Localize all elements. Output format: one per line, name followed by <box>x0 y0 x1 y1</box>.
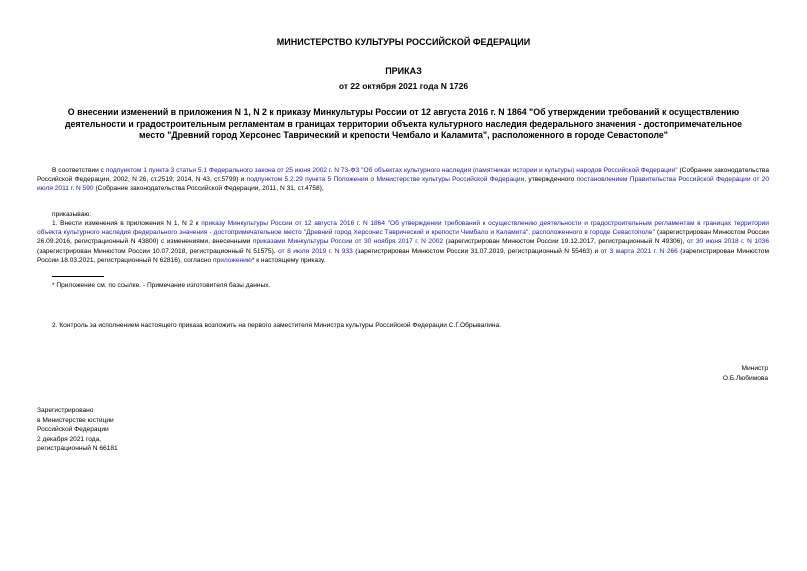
ministry-name: МИНИСТЕРСТВО КУЛЬТУРЫ РОССИЙСКОЙ ФЕДЕРАЦИИ <box>276 37 531 47</box>
intro-text-4: (Собрание законодательства Российской Федерации, 2011, N 31, ст.4758), <box>93 185 324 193</box>
link-order-1036[interactable]: от 30 июня 2018 г. N 1036 <box>686 238 769 246</box>
intro-paragraph <box>37 166 769 194</box>
registration-line-2: в Министерстве юстиции <box>37 416 114 424</box>
intro-text-3: , утвержденного <box>524 176 577 184</box>
document-type: ПРИКАЗ <box>385 66 422 76</box>
footnote-text: * Приложение см. по ссылке. - Примечание изготовителя базы данных. <box>52 282 271 289</box>
link-federal-law[interactable]: подпунктом 1 пункта 3 статьи 5.1 Федерального закона от 25 июня 2002 г. N 73-ФЗ "Об объектах культурного наследия (памятниках истории и культуры) народов Российской Федерации" <box>105 167 678 174</box>
item1-text-2: (зарегистрирован Минюстом России 26.09.2016, регистрационный N 43800) с изменениями, внесенными <box>37 229 769 246</box>
link-order-933[interactable]: от 8 июля 2019 г. N 933 <box>278 247 353 255</box>
link-order-266[interactable]: от 3 марта 2021 г. N 266 <box>600 247 678 255</box>
item1-text-7: * к настоящему приказу. <box>251 256 326 264</box>
intro-text-1: В соответствии с <box>52 167 106 174</box>
item1-text-5: (зарегистрирован Минюстом России 31.07.2019, регистрационный N 55463) и <box>352 247 601 255</box>
item-2-paragraph: 2. Контроль за исполнением настоящего приказа возложить на первого заместителя Министра культуры Российской Федерации С.Г.Обрывалина. <box>52 322 502 329</box>
link-government-decree[interactable]: постановлением Правительства Российской Федерации от 20 июля 2011 г. N 590 <box>37 176 770 193</box>
link-appendix[interactable]: приложению <box>213 256 252 264</box>
registration-line-4: 2 декабря 2021 года, <box>37 435 102 443</box>
item1-text-4: (зарегистрирован Минюстом России 10.07.2018, регистрационный N 51575), <box>37 247 279 255</box>
registration-block <box>37 406 118 454</box>
document-title: О внесении изменений в приложения N 1, N 2 к приказу Минкультуры России от 12 августа 2016 г. N 1864 "Об утверждении требований к осуществлению деятельности и градостроительным регламентам в границах территории объекта культурного наследия федерального значения - достопримечательное место "Древний город Херсонес Таврический и крепости Чембало и Каламита", расположенного в городе Севастополе" <box>64 107 743 140</box>
registration-line-5: регистрационный N 66181 <box>37 445 118 453</box>
footnote-separator <box>52 276 104 277</box>
signer-name: О.Б.Любимова <box>722 374 768 382</box>
link-ministry-regulation[interactable]: подпунктом 5.2.29 пункта 5 Положения о Министерстве культуры Российской Федерации <box>246 176 525 184</box>
link-order-2002[interactable]: приказами Минкультуры России от 30 ноября 2017 г. N 2002 <box>252 238 444 246</box>
signature-block <box>723 364 768 383</box>
item1-text-3: (зарегистрирован Минюстом России 19.12.2017, регистрационный N 49306), <box>443 238 687 246</box>
registration-line-3: Российской Федерации <box>37 426 109 434</box>
signer-position: Министр <box>741 365 768 372</box>
item-1-paragraph <box>37 219 769 265</box>
link-order-1864[interactable]: приказу Минкультуры России от 12 августа 2016 г. N 1864 "Об утверждении требований к осуществлению деятельности и градостроительным регламентам в границах территории объекта культурного наследия федерального значения - достопримечательное место "Древний город Херсонес Таврический и крепости Чембало и Каламита", расположенного в городе Севастополе" <box>37 220 769 237</box>
prikazyvayu-text: приказываю: <box>52 211 92 218</box>
intro-text-2: (Собрание законодательства Российской Федерации, 2002, N 26, ст.2519; 2014, N 43, ст.5799) и <box>37 167 769 184</box>
registration-line-1: Зарегистрировано <box>37 407 94 414</box>
item1-text-1: 1. Внести изменения в приложения N 1, N 2 к <box>52 220 202 227</box>
document-date-number: от 22 октября 2021 года N 1726 <box>338 81 469 91</box>
item1-text-6: (зарегистрирован Минюстом России 18.03.2021, регистрационный N 62816), согласно <box>37 247 769 264</box>
